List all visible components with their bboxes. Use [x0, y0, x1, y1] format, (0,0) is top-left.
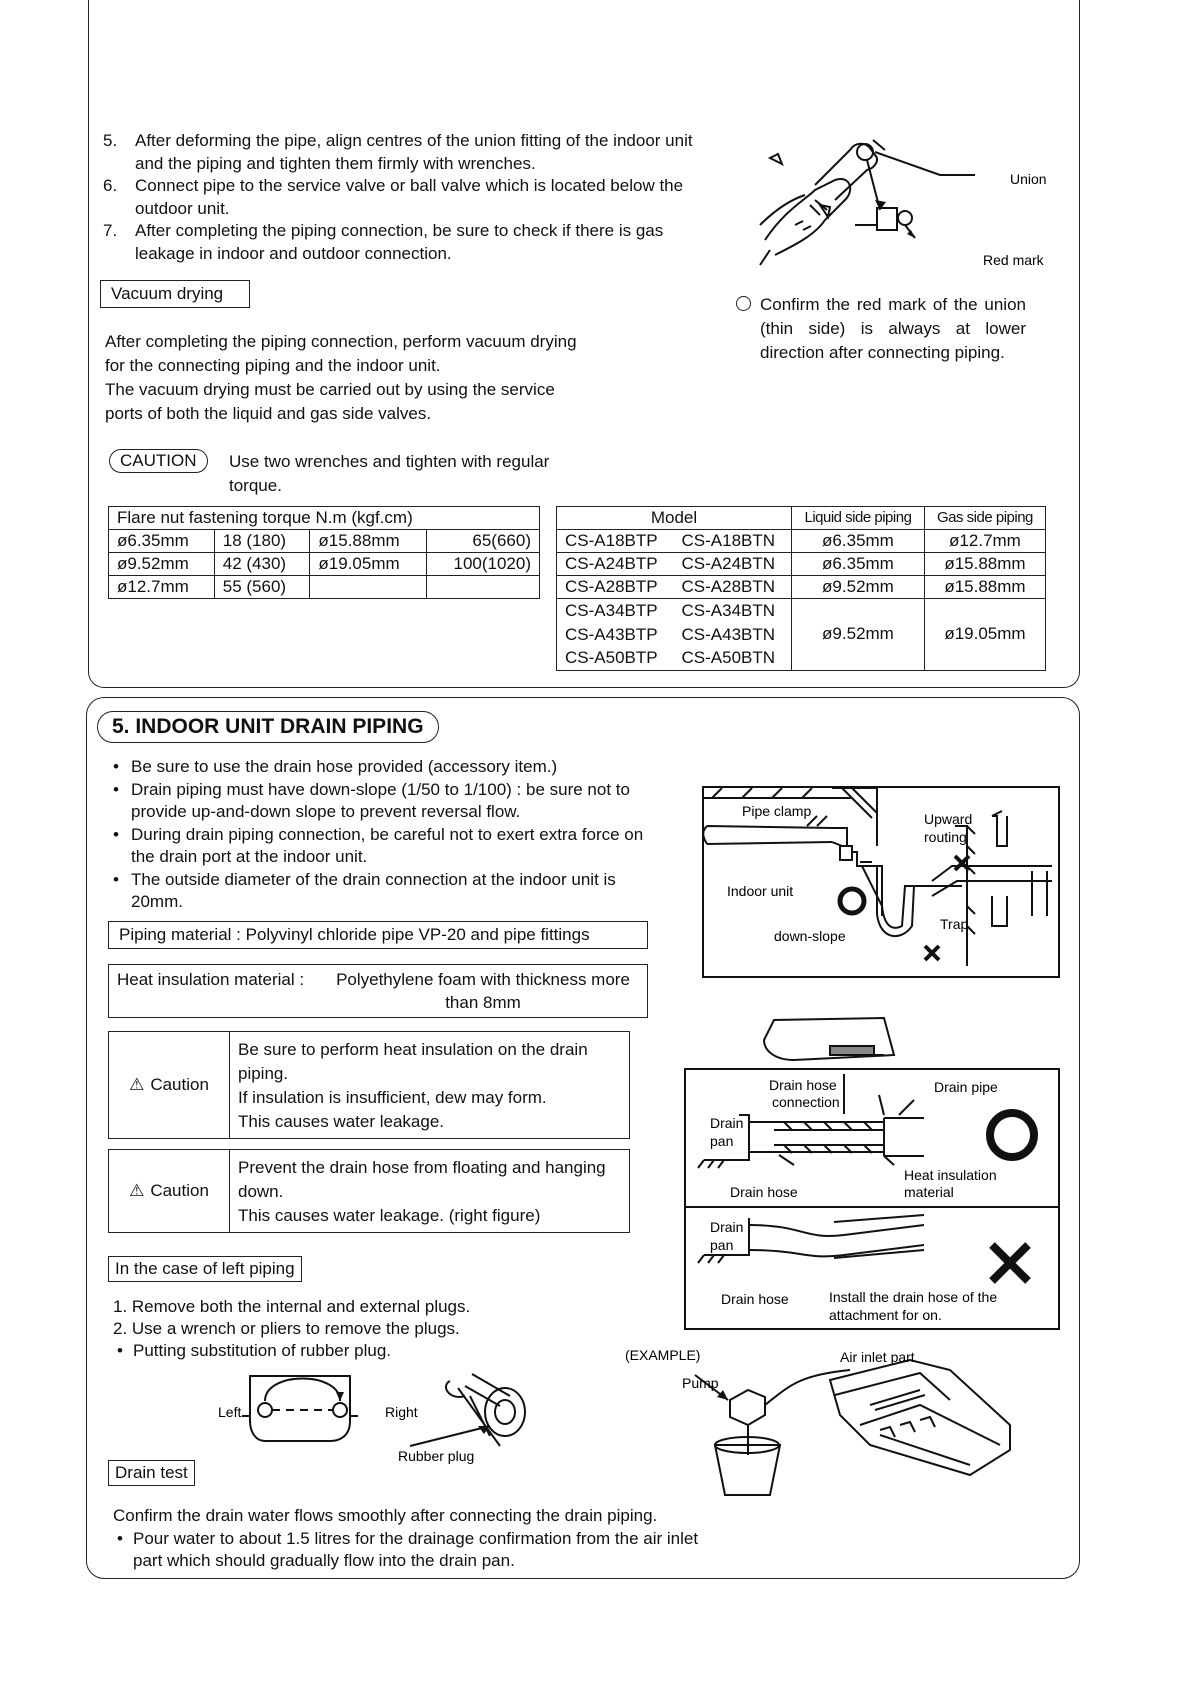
drain-hose-label: Drain hose — [730, 1184, 798, 1200]
table-row: ø12.7mm 55 (560) — [109, 576, 540, 599]
warning-triangle-icon: ⚠ — [129, 1181, 145, 1200]
drain-hose-connection-label: Drain hose — [769, 1077, 837, 1093]
vacuum-drying-text: After completing the piping connection, perform vacuum drying for the connecting piping and the indoor unit. The vacuum drying must be carried out by using the service ports of both the liquid and gas side valves. — [105, 332, 577, 423]
heat-insulation-label: Heat insulation — [904, 1167, 997, 1183]
left-piping-heading: In the case of left piping — [108, 1256, 302, 1282]
table-row: CS-A34BTP CS-A43BTP CS-A50BTP CS-A34BTN CS-A43BTN CS-A50BTN ø9.52mm ø19.05mm — [557, 599, 1046, 671]
routing-label: routing — [924, 829, 967, 845]
indoor-unit-label: Indoor unit — [727, 883, 794, 899]
heat-insulation-box: Heat insulation material : Polyethylene foam with thickness more than 8mm — [108, 964, 648, 1018]
svg-text:pan: pan — [710, 1133, 734, 1149]
list-item: • Drain piping must have down-slope (1/50 to 1/100) : be sure not to provide up-and-down slope to prevent reversal flow. — [107, 779, 647, 824]
air-inlet-label: Air inlet part — [840, 1349, 915, 1365]
caution-box-insulation: ⚠ Caution Be sure to perform heat insulation on the drain piping. If insulation is insufficient, dew may form. This causes water leakage. — [108, 1031, 630, 1139]
svg-text:connection: connection — [772, 1094, 840, 1110]
caution-badge: CAUTION — [109, 449, 208, 473]
pipe-clamp-label: Pipe clamp — [742, 803, 812, 819]
vacuum-drying-heading: Vacuum drying — [100, 280, 250, 308]
drain-hose-figure — [684, 1010, 1062, 1332]
section-title: 5. INDOOR UNIT DRAIN PIPING — [97, 711, 439, 743]
circle-bullet-icon — [736, 296, 751, 311]
caution-box-hose: ⚠ Caution Prevent the drain hose from floating and hanging down. This causes water leakage. (right figure) — [108, 1149, 630, 1233]
drain-hose-label-2: Drain hose — [721, 1291, 789, 1307]
pump-example-figure — [620, 1345, 1040, 1505]
table-row: CS-A28BTP CS-A28BTN ø9.52mm ø15.88mm — [557, 576, 1046, 599]
svg-text:attachment for on.: attachment for on. — [829, 1307, 942, 1323]
pump-label: Pump — [682, 1375, 719, 1391]
warning-triangle-icon: ⚠ — [129, 1075, 145, 1094]
union-label: Union — [1010, 171, 1047, 187]
plug-left-label: Left — [218, 1404, 242, 1420]
piping-steps-list — [103, 130, 723, 265]
red-mark-label: Red mark — [983, 252, 1044, 268]
drain-pan-label: Drain — [710, 1115, 744, 1131]
table-row: ø6.35mm 18 (180) ø15.88mm 65(660) — [109, 530, 540, 553]
list-item: • The outside diameter of the drain connection at the indoor unit is 20mm. — [107, 869, 647, 914]
torque-table — [108, 506, 540, 599]
step-item: 5. After deforming the pipe, align centres of the union fitting of the indoor unit and the piping and tighten them firmly with wrenches. — [103, 131, 693, 173]
svg-text:material: material — [904, 1184, 954, 1200]
drain-test-text: Confirm the drain water flows smoothly after connecting the drain piping. • Pour water to about 1.5 litres for the drainage confirmation from the air inlet part which should gradually flow into the drain pan. — [113, 1506, 699, 1570]
model-table: Model Liquid side piping Gas side piping CS-A18BTP CS-A18BTN ø6.35mm ø12.7mm CS-A24BTP CS-A24BTN ø6.35mm ø15.88mm CS-A28BTP CS-A28BTN ø9.52mm ø15.88mm CS-A34BTP CS-A43BTP CS-A50BTP CS-A34BTN CS-A43BTN CS-A50BTN ø9.52mm ø19.05mm — [556, 506, 1046, 671]
trap-label: Trap — [940, 916, 969, 932]
example-label: (EXAMPLE) — [625, 1347, 701, 1363]
step-item: 6. Connect pipe to the service valve or ball valve which is located below the outdoor unit. — [103, 176, 684, 218]
torque-table-title: Flare nut fastening torque N.m (kgf.cm) — [109, 507, 540, 530]
left-piping-steps: 1. Remove both the internal and external plugs. 2. Use a wrench or pliers to remove the plugs. • Putting substitution of rubber plug. — [113, 1297, 471, 1360]
drain-test-heading: Drain test — [108, 1460, 195, 1486]
drain-slope-figure — [702, 786, 1062, 980]
drain-pan-label-2: Drain — [710, 1219, 744, 1235]
table-row: CS-A18BTP CS-A18BTN ø6.35mm ø12.7mm — [557, 530, 1046, 553]
install-note: Install the drain hose of the — [829, 1289, 998, 1305]
drain-pipe-label: Drain pipe — [934, 1079, 998, 1095]
svg-text:pan: pan — [710, 1237, 734, 1253]
upward-label: Upward — [924, 811, 973, 827]
union-wrench-figure — [755, 130, 1055, 275]
step-item: 7. After completing the piping connection, be sure to check if there is gas leakage in indoor and outdoor connection. — [103, 221, 664, 263]
caution-torque-text: Use two wrenches and tighten with regular torque. — [229, 452, 550, 495]
confirm-note: Confirm the red mark of the union (thin side) is always at lower direction after connecting piping. — [736, 293, 1026, 365]
table-row: ø9.52mm 42 (430) ø19.05mm 100(1020) — [109, 553, 540, 576]
table-row: CS-A24BTP CS-A24BTN ø6.35mm ø15.88mm — [557, 553, 1046, 576]
piping-material-box: Piping material : Polyvinyl chloride pipe VP-20 and pipe fittings — [108, 921, 648, 949]
rubber-plug-label: Rubber plug — [398, 1448, 475, 1464]
drain-bullets — [107, 756, 647, 914]
plug-right-label: Right — [385, 1404, 418, 1420]
down-slope-label: down-slope — [774, 928, 846, 944]
list-item: • Be sure to use the drain hose provided (accessory item.) — [107, 756, 647, 779]
list-item: • During drain piping connection, be careful not to exert extra force on the drain port at the indoor unit. — [107, 824, 647, 869]
rubber-plug-figure — [210, 1366, 540, 1466]
